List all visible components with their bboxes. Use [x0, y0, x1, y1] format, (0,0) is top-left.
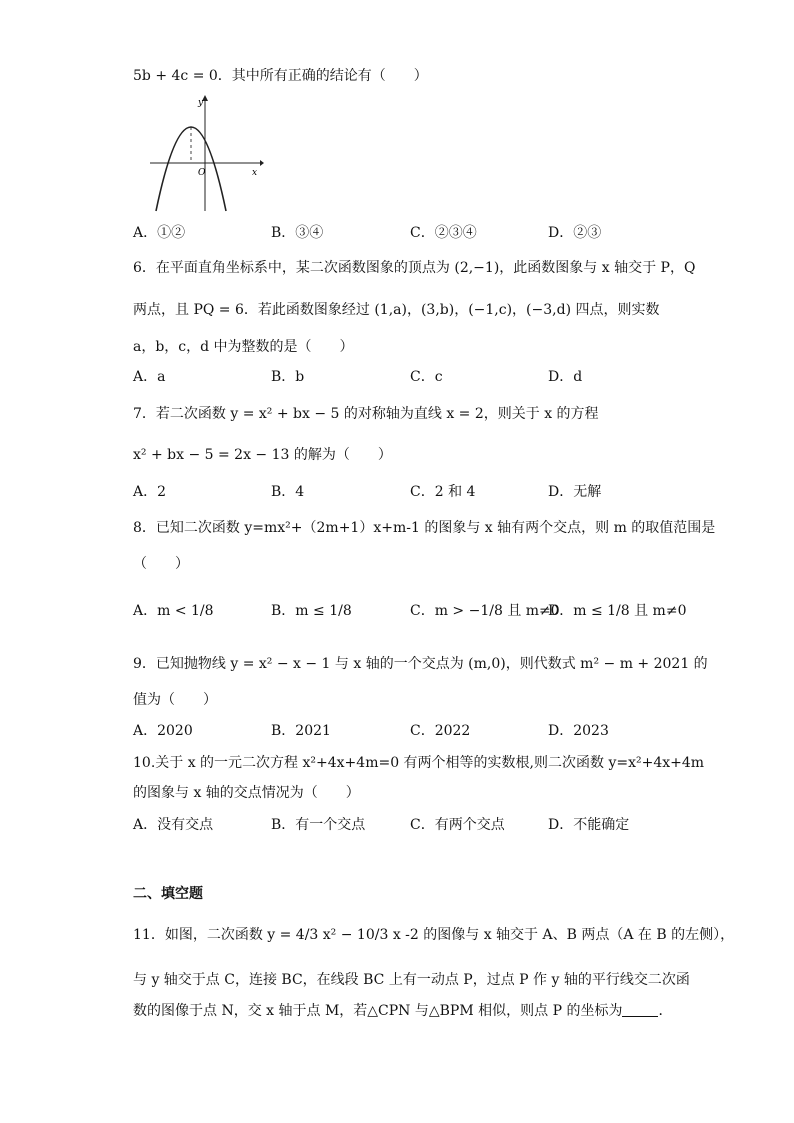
option-d[interactable]: D．2023	[548, 723, 609, 739]
question-8-options	[133, 601, 693, 621]
option-d[interactable]: D．不能确定	[548, 817, 630, 833]
question-10-options	[133, 815, 693, 835]
question-7-options	[133, 482, 693, 502]
option-c[interactable]: C．2022	[410, 723, 471, 739]
option-c[interactable]: C．m > −1/8 且 m≠0	[410, 603, 560, 619]
question-10-line-1: 10.关于 x 的一元二次方程 x²+4x+4m=0 有两个相等的实数根,则二次函数 y=x²+4x+4m	[133, 755, 705, 771]
option-b[interactable]: B．③④	[271, 225, 324, 241]
option-c[interactable]: C．有两个交点	[410, 817, 505, 833]
option-a[interactable]: A．a	[133, 369, 166, 385]
question-6-options	[133, 367, 693, 387]
question-11-line-1: 11．如图，二次函数 y = 4/3 x² − 10/3 x -2 的图像与 x 轴交于 A、B 两点（A 在 B 的左侧），	[133, 927, 735, 943]
option-c[interactable]: C．②③④	[410, 225, 477, 241]
option-d[interactable]: D．无解	[548, 484, 602, 500]
option-d[interactable]: D．d	[548, 369, 583, 385]
question-10-line-2: 的图象与 x 轴的交点情况为（ ）	[133, 785, 360, 801]
option-c[interactable]: C．2 和 4	[410, 484, 476, 500]
question-9-line-1: 9．已知抛物线 y = x² − x − 1 与 x 轴的一个交点为 (m,0)，则代数式 m² − m + 2021 的	[133, 656, 708, 672]
question-9-line-2: 值为（ ）	[133, 692, 217, 708]
option-a[interactable]: A．m < 1/8	[133, 603, 214, 619]
origin-label: O	[198, 168, 206, 178]
option-a[interactable]: A．①②	[133, 225, 186, 241]
option-b[interactable]: B．有一个交点	[271, 817, 366, 833]
option-d[interactable]: D．②③	[548, 225, 602, 241]
question-11-line-2: 与 y 轴交于点 C，连接 BC，在线段 BC 上有一动点 P，过点 P 作 y 轴的平行线交二次函	[133, 972, 690, 988]
option-b[interactable]: B．4	[271, 484, 305, 500]
option-c[interactable]: C．c	[410, 369, 443, 385]
question-8-line-2: （ ）	[133, 556, 189, 572]
y-axis-label: y	[198, 98, 204, 108]
answer-blank[interactable]	[622, 1002, 658, 1017]
option-a[interactable]: A．没有交点	[133, 817, 214, 833]
section-heading-fill-in: 二、填空题	[133, 886, 203, 902]
option-b[interactable]: B．m ≤ 1/8	[271, 603, 352, 619]
question-6-line-2: 两点，且 PQ = 6．若此函数图象经过 (1,a)，(3,b)，(−1,c)，(−3,d) 四点，则实数	[133, 302, 660, 318]
x-axis-label: x	[252, 168, 258, 178]
question-5-tail: 5b + 4c = 0．其中所有正确的结论有（ ）	[133, 68, 428, 84]
option-b[interactable]: B．b	[271, 369, 305, 385]
question-11-line-3: 数的图像于点 N，交 x 轴于点 M，若△CPN 与△BPM 相似，则点 P 的坐标为 ．	[133, 1003, 673, 1019]
question-6-line-3: a，b，c，d 中为整数的是（ ）	[133, 339, 354, 355]
parabola-graph	[148, 95, 264, 213]
option-a[interactable]: A．2	[133, 484, 167, 500]
option-a[interactable]: A．2020	[133, 723, 193, 739]
question-7-line-2: x² + bx − 5 = 2x − 13 的解为（ ）	[133, 447, 392, 463]
question-6-line-1: 6．在平面直角坐标系中，某二次函数图象的顶点为 (2,−1)，此函数图象与 x 轴交于 P，Q	[133, 260, 696, 276]
question-8-line-1: 8．已知二次函数 y=mx²+（2m+1）x+m-1 的图象与 x 轴有两个交点，则 m 的取值范围是	[133, 520, 716, 536]
question-11-line-3-text: 数的图像于点 N，交 x 轴于点 M，若△CPN 与△BPM 相似，则点 P 的坐标为	[133, 1003, 623, 1019]
option-d[interactable]: D．m ≤ 1/8 且 m≠0	[548, 603, 687, 619]
x-axis-arrow	[260, 160, 264, 166]
option-b[interactable]: B．2021	[271, 723, 331, 739]
question-7-line-1: 7．若二次函数 y = x² + bx − 5 的对称轴为直线 x = 2，则关于 x 的方程	[133, 406, 599, 422]
question-5-options	[133, 223, 693, 243]
question-9-options	[133, 721, 693, 741]
